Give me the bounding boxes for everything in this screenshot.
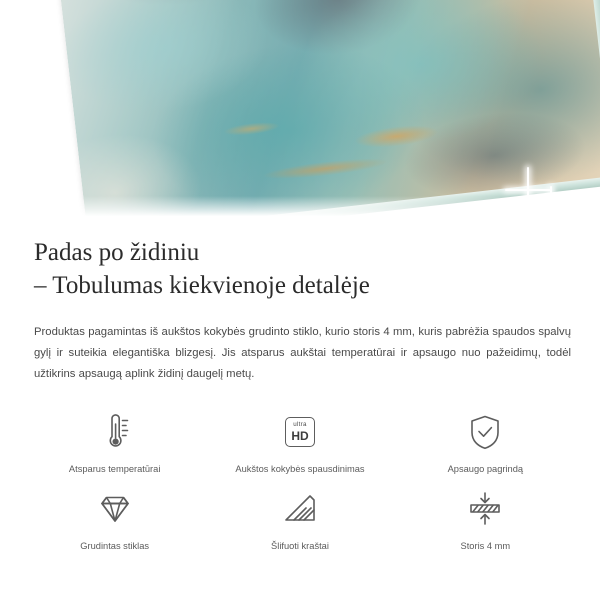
feature-label: Grudintas stiklas	[80, 541, 150, 551]
hero-product-image	[0, 0, 600, 222]
feature-item	[207, 409, 392, 474]
feature-label: Aukštos kokybės spausdinimas	[235, 464, 365, 474]
feature-item	[22, 409, 207, 474]
feature-label: Apsaugo pagrindą	[447, 464, 524, 474]
ultra-hd-icon	[285, 409, 315, 455]
page-title	[0, 222, 600, 302]
feature-label: Atsparus temperatūrai	[68, 464, 161, 474]
polished-edges-icon	[280, 486, 320, 532]
feature-label: Šlifuoti kraštai	[271, 541, 329, 551]
diamond-icon	[94, 486, 136, 532]
ultra-hd-badge-top: ultra	[293, 421, 307, 429]
page-title-line-1: Padas po židiniu	[34, 239, 200, 266]
thermometer-icon	[95, 409, 135, 455]
feature-item	[207, 486, 392, 551]
feature-item	[393, 486, 578, 551]
hero-bottom-fade	[0, 196, 600, 222]
feature-item	[393, 409, 578, 474]
product-description: Produktas pagamintas iš aukštos kokybės grudinto stiklo, kurio storis 4 mm, kuris pabrėžia spaudos spalvų gylį ir suteikia elegantiška blizgesį. Jis atsparus aukštai temperatūrai ir apsaugo nuo pažeidimų, todėl užtikrins apsaugą aplink židinį daugelį metų.	[34, 326, 571, 380]
feature-item	[22, 486, 207, 551]
feature-label: Storis 4 mm	[460, 541, 511, 551]
shield-check-icon	[466, 409, 504, 455]
content-block	[0, 222, 600, 551]
feature-grid	[22, 409, 578, 551]
page-title-line-2: – Tobulumas kiekvienoje detalėje	[34, 272, 370, 299]
glass-panel	[54, 0, 600, 222]
thickness-arrows-icon	[465, 486, 505, 532]
ultra-hd-badge-bottom: HD	[291, 428, 309, 443]
